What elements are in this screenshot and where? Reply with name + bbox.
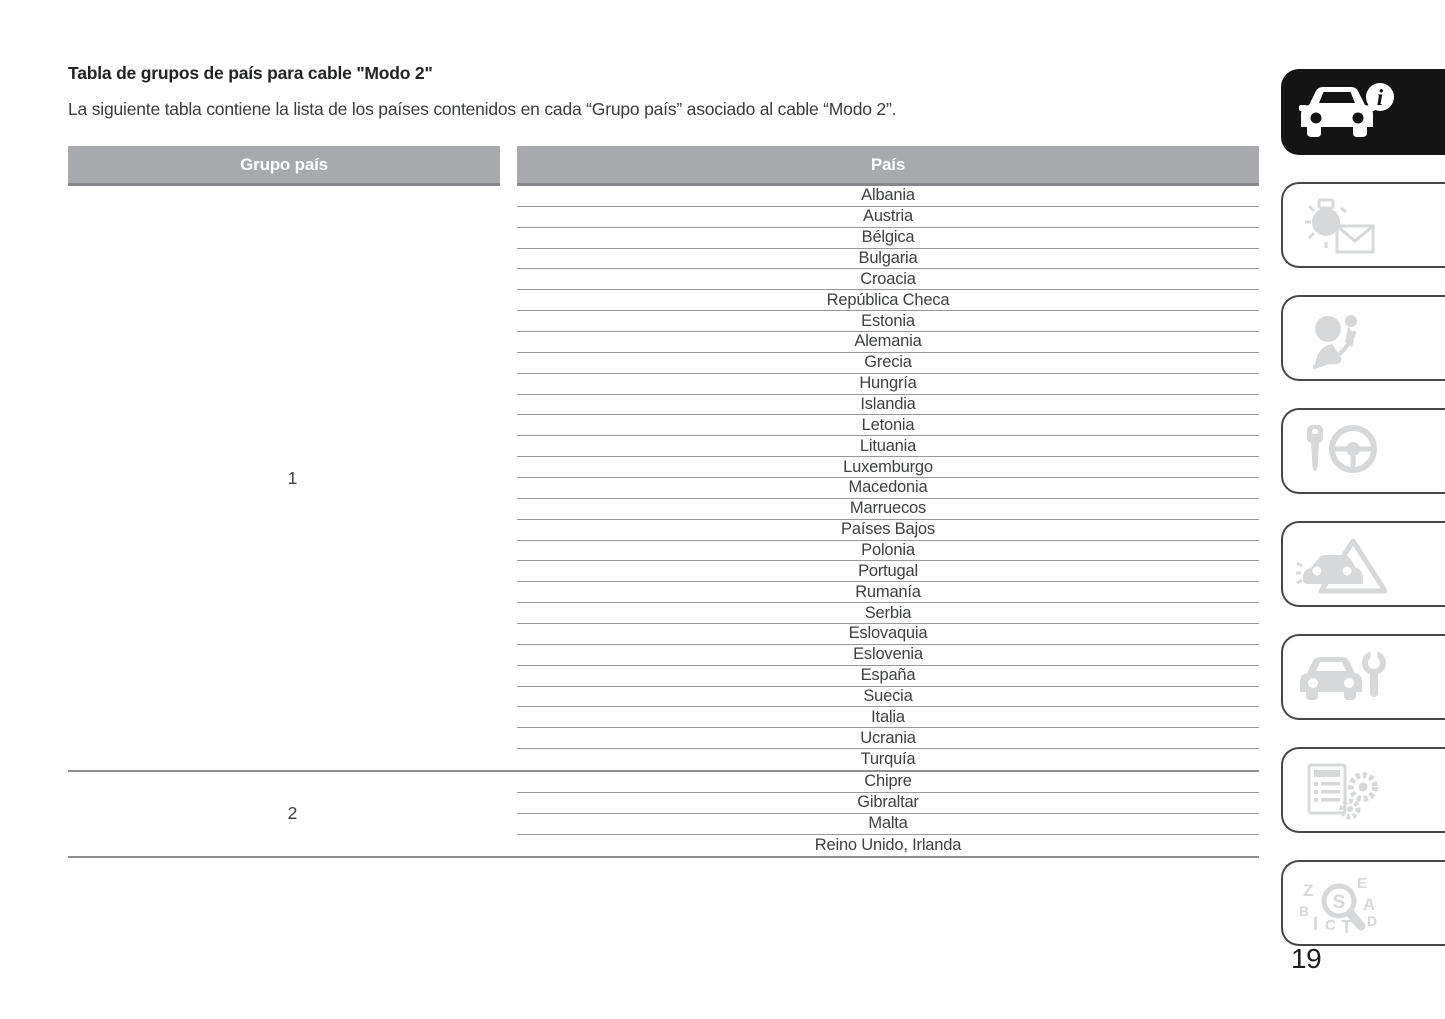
airbag-safety-icon <box>1295 307 1399 369</box>
country-group <box>68 772 1259 857</box>
table-row: Austria <box>517 207 1259 228</box>
table-row: Portugal <box>517 561 1259 582</box>
specs-gears-icon <box>1295 759 1399 821</box>
intro-text: La siguiente tabla contiene la lista de los países contenidos en cada “Grupo país” asociado al cable “Modo 2”. <box>68 99 897 119</box>
svg-text:I: I <box>1313 914 1319 934</box>
svg-text:T: T <box>1341 917 1352 934</box>
table-row: Rumanía <box>517 582 1259 603</box>
sidebar-tab-emergency <box>1281 521 1445 607</box>
table-row: Croacia <box>517 269 1259 290</box>
svg-text:C: C <box>1325 917 1336 934</box>
table-row: Macedonia <box>517 478 1259 499</box>
page-number: 19 <box>1291 943 1322 974</box>
table-row: Países Bajos <box>517 520 1259 541</box>
warning-light-message-icon <box>1295 194 1399 256</box>
svg-text:B: B <box>1299 903 1310 919</box>
table-row: Lituania <box>517 436 1259 457</box>
svg-text:Z: Z <box>1303 881 1314 900</box>
page-title: Tabla de grupos de país para cable "Modo 2" <box>68 63 433 83</box>
svg-text:i: i <box>1376 85 1384 110</box>
country-groups-table <box>68 146 1259 858</box>
table-row: Eslovaquia <box>517 624 1259 645</box>
sidebar-tab-safety <box>1281 295 1445 381</box>
table-row: Grecia <box>517 353 1259 374</box>
table-row: Albania <box>517 186 1259 207</box>
table-header <box>68 146 1259 186</box>
svg-text:D: D <box>1367 913 1378 929</box>
table-row: Hungría <box>517 374 1259 395</box>
index-search-icon <box>1295 872 1399 934</box>
table-row: Reino Unido, Irlanda <box>814 835 962 854</box>
svg-text:A: A <box>1363 895 1376 914</box>
car-info-icon <box>1295 81 1399 143</box>
country-list <box>517 772 1259 855</box>
table-body <box>68 186 1259 858</box>
table-row: Luxemburgo <box>517 457 1259 478</box>
sidebar-tab-vehicle-info <box>1281 69 1445 155</box>
sidebar-tab-starting-driving <box>1281 408 1445 494</box>
table-row: Polonia <box>517 541 1259 562</box>
country-group <box>68 186 1259 772</box>
sidebar-tab-warning-lights <box>1281 182 1445 268</box>
table-row: Gibraltar <box>517 793 1259 814</box>
car-warning-triangle-icon <box>1295 533 1399 595</box>
table-row: Chipre <box>517 772 1259 793</box>
table-row: Serbia <box>517 603 1259 624</box>
header-gap <box>500 146 517 186</box>
group-number: 2 <box>287 803 298 824</box>
table-row: Bulgaria <box>517 249 1259 270</box>
key-steering-wheel-icon <box>1295 420 1399 482</box>
sidebar-tab-maintenance <box>1281 634 1445 720</box>
table-row: Letonia <box>517 415 1259 436</box>
table-row: Alemania <box>517 332 1259 353</box>
table-row: Italia <box>517 707 1259 728</box>
table-row: Suecia <box>517 687 1259 708</box>
table-row: Marruecos <box>517 499 1259 520</box>
table-row: España <box>517 666 1259 687</box>
table-row: República Checa <box>517 290 1259 311</box>
car-wrench-icon <box>1295 646 1399 708</box>
country-list <box>517 186 1259 770</box>
group-number: 1 <box>287 467 298 488</box>
sidebar-tab-index <box>1281 860 1445 946</box>
table-row: Estonia <box>517 311 1259 332</box>
table-row: Malta <box>517 814 1259 835</box>
table-row: Islandia <box>517 395 1259 416</box>
header-pais: País <box>517 146 1259 186</box>
svg-text:S: S <box>1332 892 1346 913</box>
table-row: Ucrania <box>517 728 1259 749</box>
table-row: Eslovenia <box>517 645 1259 666</box>
sidebar-tab-technical-data <box>1281 747 1445 833</box>
table-row: Bélgica <box>517 228 1259 249</box>
table-row: Turquía <box>860 750 916 769</box>
svg-text:E: E <box>1357 875 1368 892</box>
header-group-pais: Grupo país <box>68 146 500 186</box>
